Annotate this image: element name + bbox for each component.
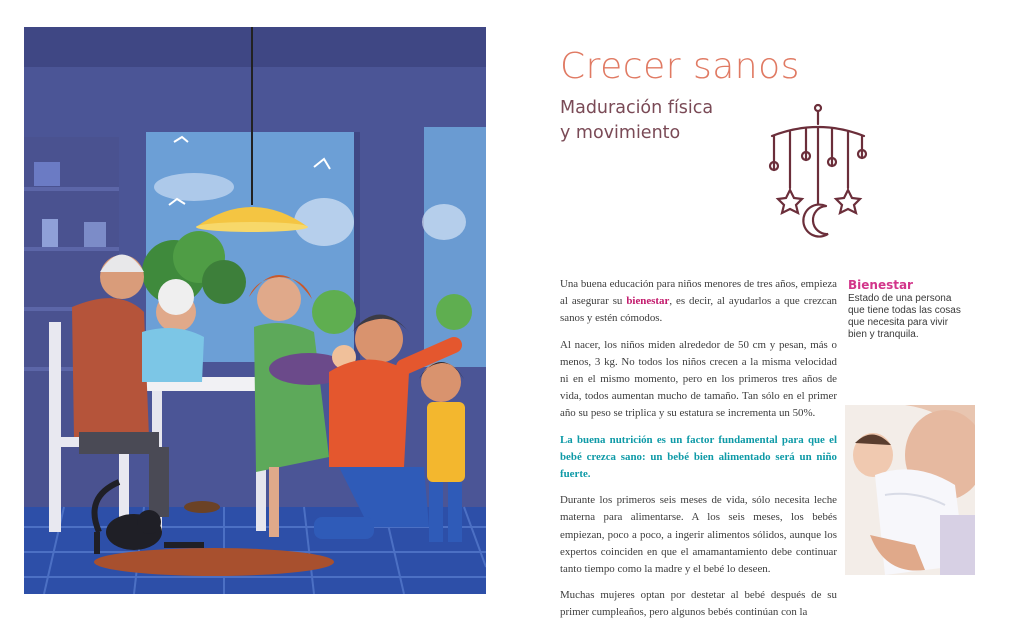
glossary-term: Bienestar	[848, 278, 913, 292]
breastfeeding-photo	[845, 405, 975, 575]
glossary-term-link: bienestar	[626, 295, 670, 308]
paragraph	[560, 276, 837, 328]
paragraph: Muchas mujeres optan por destetar al bebé después de su primer cumpleaños, pero algunos bebés continúan con la	[560, 589, 837, 619]
subtitle-line: Maduración física	[560, 98, 714, 118]
glossary-box	[848, 278, 968, 341]
baby-mobile-icon	[762, 100, 872, 240]
subtitle-line: y movimiento	[560, 123, 681, 143]
family-illustration	[24, 27, 486, 594]
window	[142, 127, 486, 367]
highlight-paragraph: La buena nutrición es un factor fundamental para que el bebé crezca sano: un bebé bien alimentado será un niño fuerte.	[560, 433, 837, 481]
paragraph: Durante los primeros seis meses de vida, sólo necesita leche materna para alimentarse. A los seis meses, los bebés empiezan, poco a poco, a ingerir alimentos sólidos, aunque los expertos coinciden en que el amamantamiento debe continuar tanto tiempo como la madre y el bebé lo deseen.	[560, 494, 837, 576]
page-title: Crecer sanos	[560, 46, 800, 87]
paragraph: Al nacer, los niños miden alrededor de 50 cm y pesan, más o menos, 3 kg. No todos los niños crecen a la misma velocidad ni en el mismo momento, pero en los primeros tres años de vida, todos aumentan mucho de tamaño. Tan sólo en el primer año su peso se triplica y su estatura se incrementa un 50%.	[560, 338, 837, 420]
paragraph-text: Una buena educación para niños menores de tres años, empieza al asegurar su	[560, 278, 837, 308]
glossary-definition: Estado de una persona que tiene todas las cosas que necesita para vivir bien y tranquila.	[848, 293, 961, 340]
page-subtitle	[560, 96, 713, 146]
body-text	[560, 276, 837, 631]
paragraph-text: , es decir, al ayudarlos a que crezcan sanos y estén cómodos.	[560, 295, 837, 325]
